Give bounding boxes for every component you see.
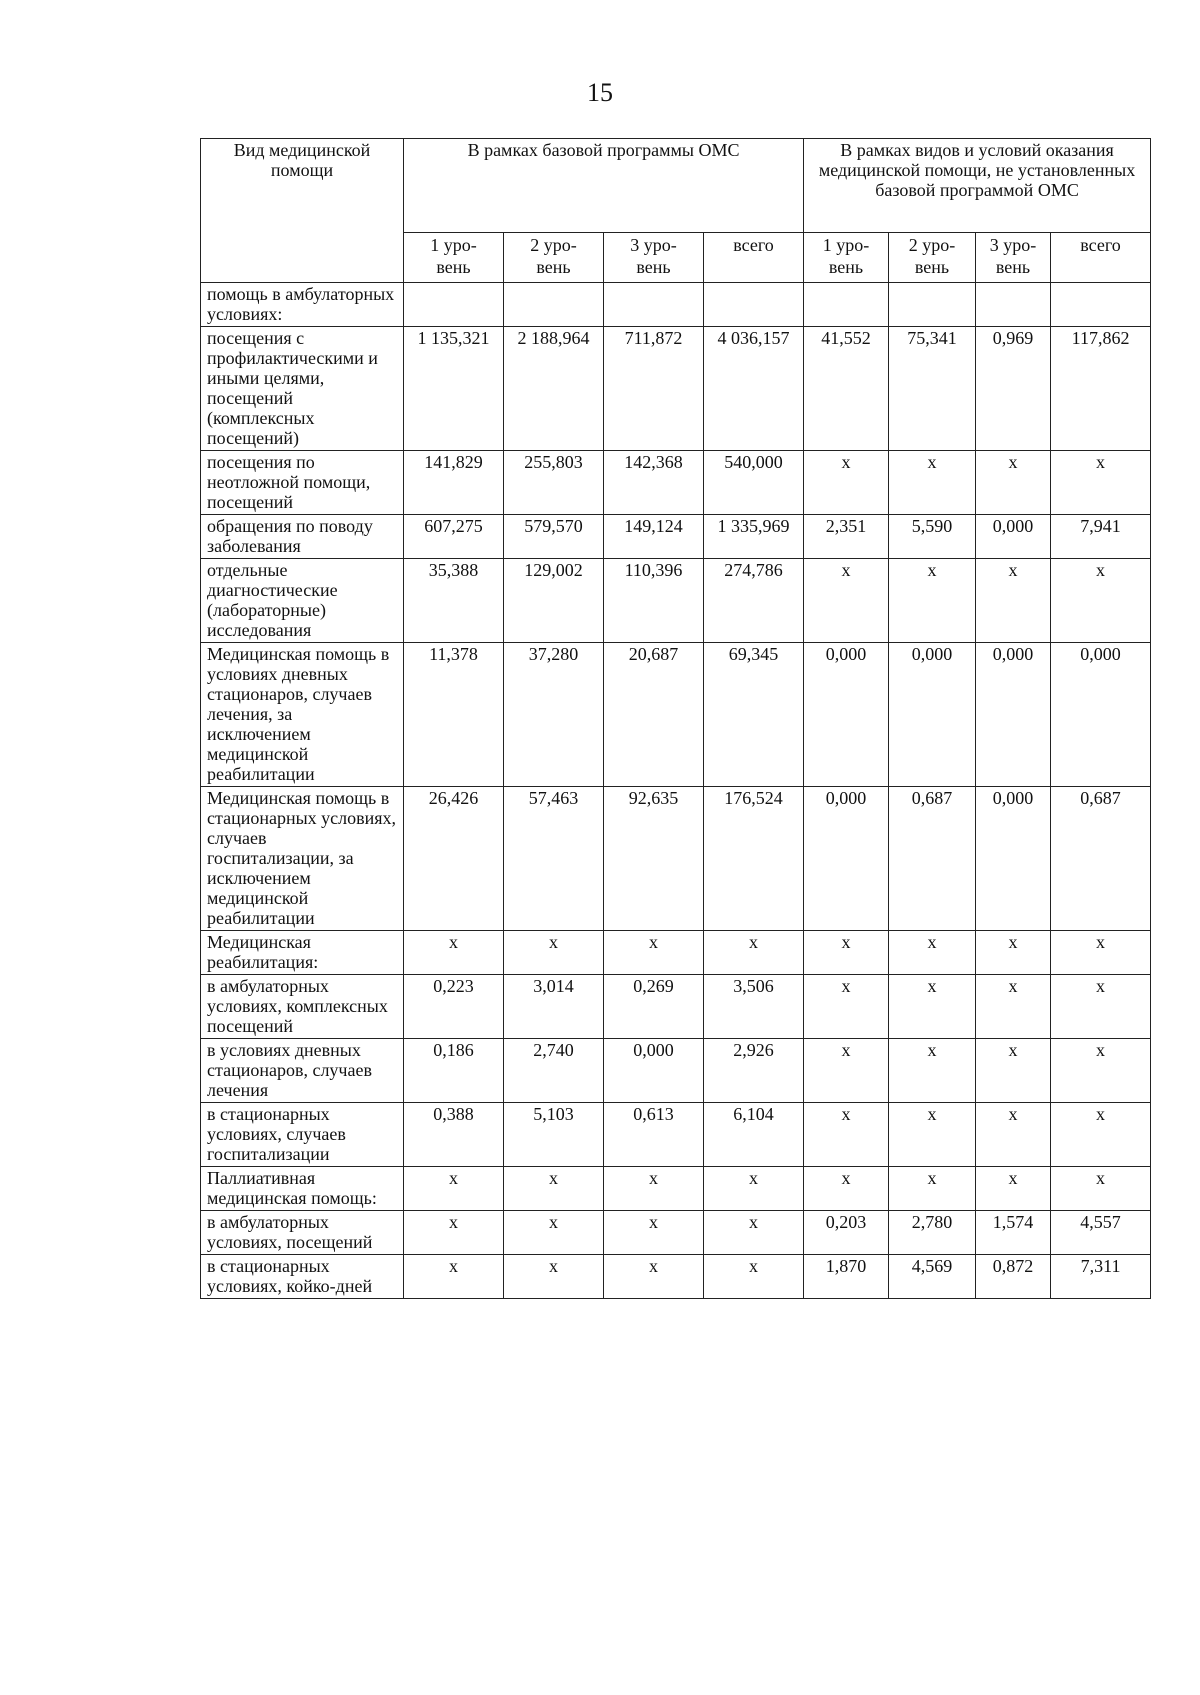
table-cell: 0,969 (976, 327, 1051, 451)
table-cell: 4,569 (889, 1255, 976, 1299)
table-cell: 2,740 (504, 1039, 604, 1103)
table-cell: x (976, 975, 1051, 1039)
table-row (201, 327, 1151, 451)
table-cell: x (704, 1167, 804, 1211)
table-cell: 2,780 (889, 1211, 976, 1255)
page-number: 15 (587, 78, 613, 107)
table-cell: 110,396 (604, 559, 704, 643)
table-cell: 0,000 (1051, 643, 1151, 787)
table-cell: x (704, 931, 804, 975)
table-cell: x (889, 1167, 976, 1211)
table-cell: x (804, 1167, 889, 1211)
table-cell: 6,104 (704, 1103, 804, 1167)
table-cell: 26,426 (404, 787, 504, 931)
table-cell: x (976, 1103, 1051, 1167)
table-cell: 37,280 (504, 643, 604, 787)
header-level-4: всего (704, 233, 804, 283)
table-cell: x (1051, 1039, 1151, 1103)
row-label: обращения по поводу заболевания (201, 515, 404, 559)
table-cell: 0,186 (404, 1039, 504, 1103)
table-cell: x (504, 1167, 604, 1211)
table-row (201, 1211, 1151, 1255)
table-cell: x (404, 931, 504, 975)
table-cell: x (504, 931, 604, 975)
table-cell: 7,941 (1051, 515, 1151, 559)
table-cell: 0,000 (976, 643, 1051, 787)
table-cell: x (804, 559, 889, 643)
table-row (201, 643, 1151, 787)
table-row (201, 1103, 1151, 1167)
table-cell: 35,388 (404, 559, 504, 643)
table-cell: 41,552 (804, 327, 889, 451)
table-cell: 4,557 (1051, 1211, 1151, 1255)
medical-care-volume-table (200, 138, 1151, 1299)
table-cell: 57,463 (504, 787, 604, 931)
table-row (201, 1167, 1151, 1211)
table-row (201, 1255, 1151, 1299)
table-cell: x (889, 975, 976, 1039)
table-cell: x (504, 1255, 604, 1299)
table-cell: 142,368 (604, 451, 704, 515)
table-cell: x (1051, 975, 1151, 1039)
table-cell: x (804, 975, 889, 1039)
table-cell: 7,311 (1051, 1255, 1151, 1299)
table-cell: x (889, 559, 976, 643)
table-row (201, 515, 1151, 559)
table-cell: x (889, 931, 976, 975)
row-label: Медицинская помощь в условиях дневных стационаров, случаев лечения, за исключением медицинской реабилитации (201, 643, 404, 787)
table-cell: 0,613 (604, 1103, 704, 1167)
header-kind: Вид медицинской помощи (201, 139, 404, 283)
row-label: Медицинская помощь в стационарных условиях, случаев госпитализации, за исключением медицинской реабилитации (201, 787, 404, 931)
table-row (201, 451, 1151, 515)
table-cell: 92,635 (604, 787, 704, 931)
table-cell: 141,829 (404, 451, 504, 515)
header-level-2: 2 уро- вень (504, 233, 604, 283)
table-cell: 75,341 (889, 327, 976, 451)
table-cell: x (704, 1255, 804, 1299)
table-cell: x (1051, 931, 1151, 975)
table-cell (604, 283, 704, 327)
table-cell: 149,124 (604, 515, 704, 559)
table-cell: x (976, 451, 1051, 515)
table-row (201, 931, 1151, 975)
header-base-program: В рамках базовой программы ОМС (404, 139, 804, 233)
table-cell: x (1051, 1103, 1151, 1167)
table-cell: x (604, 1211, 704, 1255)
row-label: помощь в амбулаторных условиях: (201, 283, 404, 327)
table-cell: 274,786 (704, 559, 804, 643)
table-cell: 0,269 (604, 975, 704, 1039)
row-label: Медицинская реабилитация: (201, 931, 404, 975)
table-cell: 2 188,964 (504, 327, 604, 451)
table-cell: x (804, 451, 889, 515)
table-cell: 0,687 (1051, 787, 1151, 931)
table-cell: 3,014 (504, 975, 604, 1039)
header-level-1: 1 уро- вень (404, 233, 504, 283)
row-label: посещения по неотложной помощи, посещений (201, 451, 404, 515)
row-label: в условиях дневных стационаров, случаев лечения (201, 1039, 404, 1103)
table-cell (1051, 283, 1151, 327)
table-cell: x (1051, 1167, 1151, 1211)
table-cell: x (804, 931, 889, 975)
table-cell: 0,000 (804, 787, 889, 931)
table-cell: 540,000 (704, 451, 804, 515)
table-cell: 117,862 (1051, 327, 1151, 451)
table-cell (704, 283, 804, 327)
row-label: посещения с профилактическими и иными целями, посещений (комплексных посещений) (201, 327, 404, 451)
table-cell: 0,203 (804, 1211, 889, 1255)
table-cell: 2,351 (804, 515, 889, 559)
table-cell: 20,687 (604, 643, 704, 787)
table-cell: 0,000 (604, 1039, 704, 1103)
table-cell: 69,345 (704, 643, 804, 787)
table-cell: 129,002 (504, 559, 604, 643)
table-cell (889, 283, 976, 327)
header-level-8: всего (1051, 233, 1151, 283)
table-cell: 3,506 (704, 975, 804, 1039)
header-level-5: 1 уро- вень (804, 233, 889, 283)
table-cell (404, 283, 504, 327)
table-cell: 0,872 (976, 1255, 1051, 1299)
table-cell: x (504, 1211, 604, 1255)
table-cell (804, 283, 889, 327)
header-level-3: 3 уро- вень (604, 233, 704, 283)
table-cell: 176,524 (704, 787, 804, 931)
table-cell: 2,926 (704, 1039, 804, 1103)
table-cell: 11,378 (404, 643, 504, 787)
row-label: в амбулаторных условиях, посещений (201, 1211, 404, 1255)
table-cell: 4 036,157 (704, 327, 804, 451)
table-cell: 1,574 (976, 1211, 1051, 1255)
table-cell: x (1051, 451, 1151, 515)
table-cell: 1 135,321 (404, 327, 504, 451)
table-cell: x (889, 1103, 976, 1167)
table-cell: x (804, 1103, 889, 1167)
table-row (201, 559, 1151, 643)
table-cell: 607,275 (404, 515, 504, 559)
table-cell: x (976, 931, 1051, 975)
table-cell: 5,590 (889, 515, 976, 559)
table-cell: 0,223 (404, 975, 504, 1039)
table-cell: x (604, 1167, 704, 1211)
table-row (201, 975, 1151, 1039)
row-label: в амбулаторных условиях, комплексных посещений (201, 975, 404, 1039)
row-label: в стационарных условиях, койко-дней (201, 1255, 404, 1299)
table-cell (976, 283, 1051, 327)
table-cell: x (976, 1167, 1051, 1211)
table-cell: 0,000 (976, 515, 1051, 559)
table-cell: x (804, 1039, 889, 1103)
header-extra-program: В рамках видов и условий оказания медицинской помощи, не установленных базовой программой ОМС (804, 139, 1151, 233)
table-cell: 0,000 (804, 643, 889, 787)
table-cell: 255,803 (504, 451, 604, 515)
table-cell: 0,388 (404, 1103, 504, 1167)
table-cell: 579,570 (504, 515, 604, 559)
header-level-7: 3 уро- вень (976, 233, 1051, 283)
table-cell: x (404, 1255, 504, 1299)
table-cell: x (976, 559, 1051, 643)
table-cell: x (404, 1211, 504, 1255)
table-cell: x (889, 451, 976, 515)
table-cell: 0,687 (889, 787, 976, 931)
row-label: отдельные диагностические (лабораторные) исследования (201, 559, 404, 643)
table-cell: 0,000 (976, 787, 1051, 931)
table-row (201, 283, 1151, 327)
table-cell: 1,870 (804, 1255, 889, 1299)
row-label: Паллиативная медицинская помощь: (201, 1167, 404, 1211)
table-cell: x (604, 1255, 704, 1299)
table-cell: x (889, 1039, 976, 1103)
table-cell (504, 283, 604, 327)
table-row (201, 1039, 1151, 1103)
table-cell: 1 335,969 (704, 515, 804, 559)
table-cell: x (604, 931, 704, 975)
table-cell: x (976, 1039, 1051, 1103)
table-cell: x (404, 1167, 504, 1211)
table-cell: x (1051, 559, 1151, 643)
header-level-6: 2 уро- вень (889, 233, 976, 283)
row-label: в стационарных условиях, случаев госпитализации (201, 1103, 404, 1167)
table-cell: x (704, 1211, 804, 1255)
table-cell: 0,000 (889, 643, 976, 787)
table-row (201, 787, 1151, 931)
table-cell: 711,872 (604, 327, 704, 451)
table-cell: 5,103 (504, 1103, 604, 1167)
